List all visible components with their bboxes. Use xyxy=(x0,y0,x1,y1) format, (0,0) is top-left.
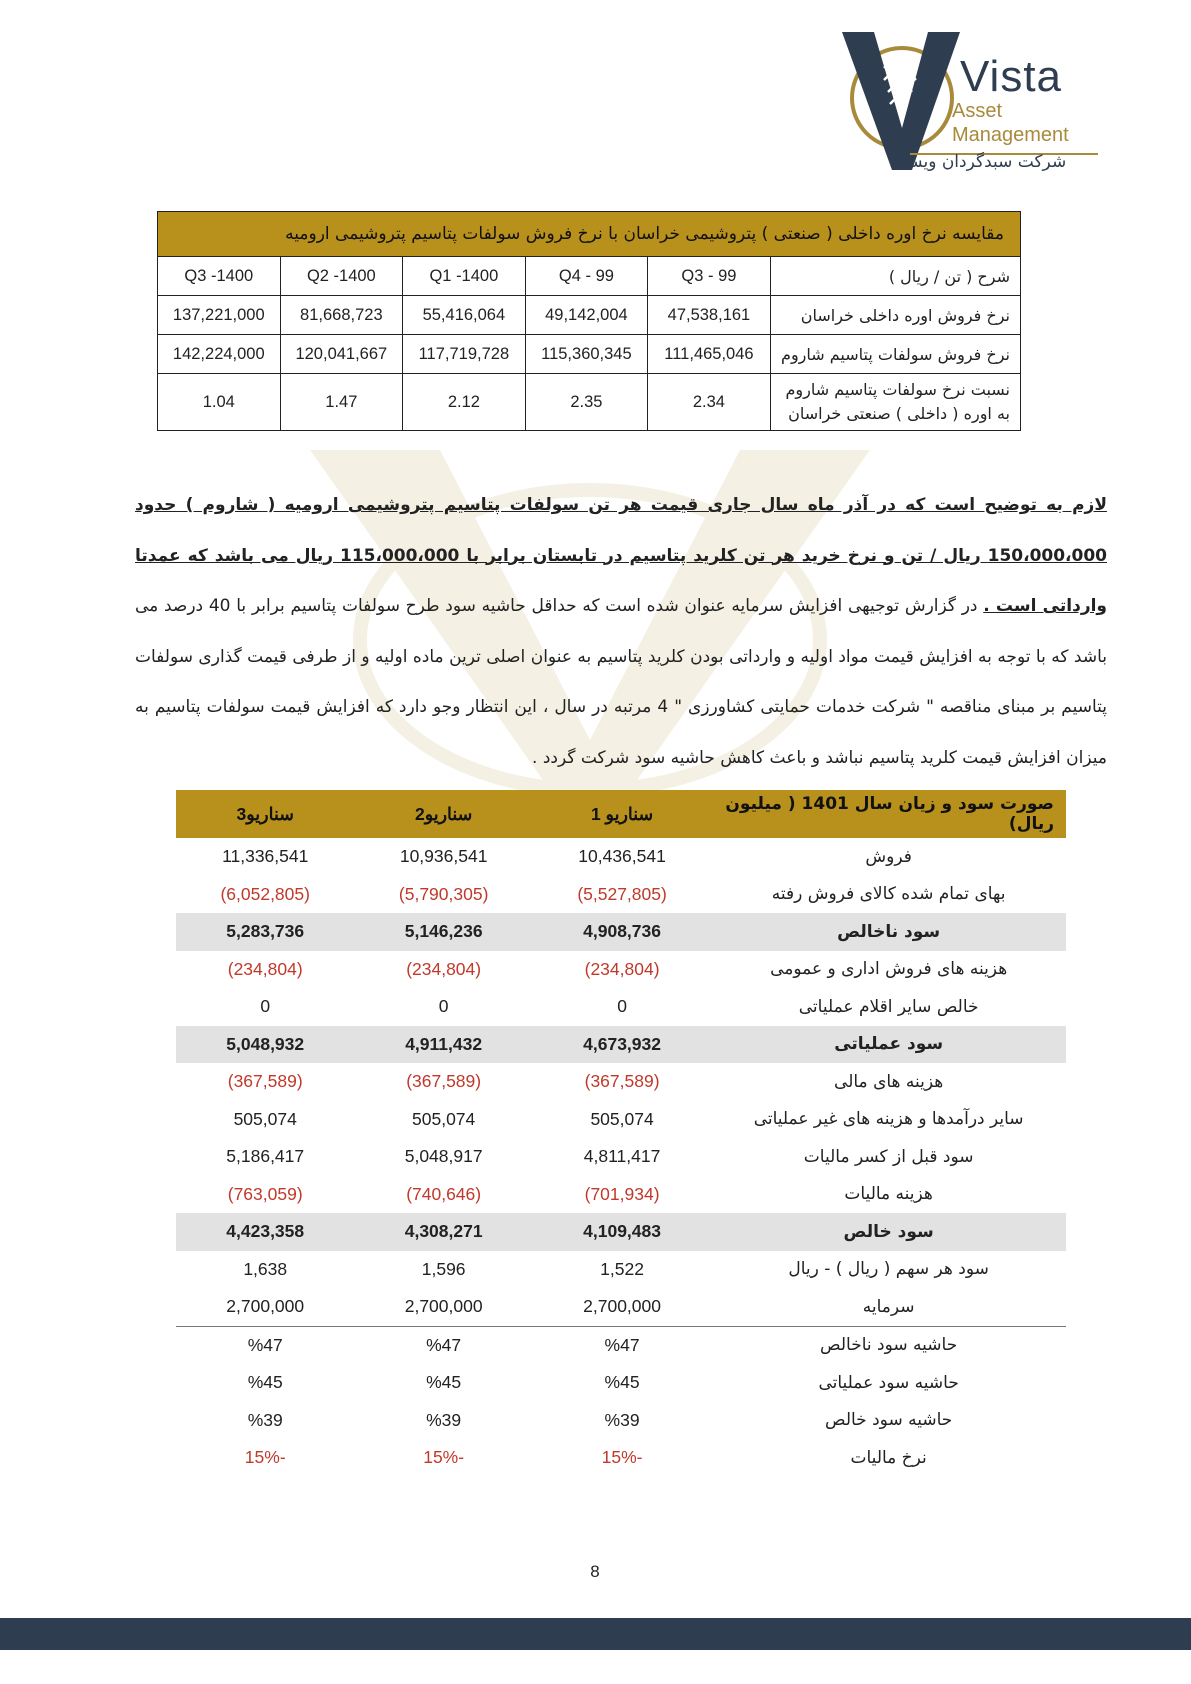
table-row xyxy=(176,1138,1066,1176)
row-value: 55,416,064 xyxy=(403,296,526,335)
row-value-s3: -15% xyxy=(244,1447,286,1468)
row-value: 2.35 xyxy=(525,374,648,431)
explanation-paragraph xyxy=(135,480,1107,783)
row-label: حاشیه سود خالص xyxy=(825,1410,953,1431)
header-period: Q4 - 99 xyxy=(525,257,648,296)
table-row xyxy=(176,1364,1066,1402)
row-value-s2: %47 xyxy=(354,1326,532,1364)
paragraph-bold-text: لازم به توضیح است که در آذر ماه سال جاری قیمت هر تن سولفات پتاسیم پتروشیمی ارومیه ( شاروم ) حدود 150،000،000 ریال / تن و نرخ خرید هر تن کلرید پتاسیم در تابستان برابر با 115،000،000 ریال می باشد که عمدتا وارداتی است . xyxy=(135,495,1107,616)
table-row xyxy=(176,988,1066,1026)
header-period: Q3 - 99 xyxy=(648,257,771,296)
comparison-table-header xyxy=(158,257,1021,296)
row-value-s2: 10,936,541 xyxy=(399,846,488,867)
row-value-s1: %47 xyxy=(533,1326,711,1364)
row-label: هزینه مالیات xyxy=(844,1184,933,1205)
row-label: خالص سایر اقلام عملیاتی xyxy=(798,996,979,1017)
row-label: سود عملیاتی xyxy=(711,1026,1066,1064)
row-value-s2: 1,596 xyxy=(421,1258,466,1279)
row-value-s1: 1,522 xyxy=(600,1258,644,1279)
table-row xyxy=(176,1439,1066,1477)
row-value-s1: (5,527,805) xyxy=(577,883,667,904)
income-statement-table xyxy=(176,790,1066,1477)
row-value-s3: (234,804) xyxy=(227,958,303,979)
header-scenario-2: سناریو2 xyxy=(354,790,532,838)
table-row xyxy=(176,838,1066,876)
row-value: 2.34 xyxy=(648,374,771,431)
table-row xyxy=(176,1326,1066,1364)
row-label: هزینه های فروش اداری و عمومی xyxy=(770,959,1008,980)
row-value-s3: 5,186,417 xyxy=(226,1146,305,1167)
row-value-s2: 2,700,000 xyxy=(404,1296,483,1317)
row-label: هزینه های مالی xyxy=(834,1071,944,1092)
table-row xyxy=(176,1063,1066,1101)
table-row xyxy=(176,913,1066,951)
page-number: 8 xyxy=(590,1562,600,1581)
row-value-s1: 10,436,541 xyxy=(578,846,666,867)
row-value-s2: %45 xyxy=(426,1372,462,1393)
row-value-s3: 5,283,736 xyxy=(176,913,354,951)
row-value-s1: 4,673,932 xyxy=(533,1026,711,1064)
row-value: 111,465,046 xyxy=(648,335,771,374)
table-row xyxy=(176,1251,1066,1289)
table-row xyxy=(176,1213,1066,1251)
row-value: 117,719,728 xyxy=(403,335,526,374)
row-value: 142,224,000 xyxy=(158,335,281,374)
header-scenario-1: سناریو 1 xyxy=(533,790,711,838)
table-row xyxy=(176,1176,1066,1214)
income-statement-header xyxy=(176,790,1066,838)
row-value: 1.04 xyxy=(158,374,281,431)
row-label: سود خالص xyxy=(711,1213,1066,1251)
row-label: سود ناخالص xyxy=(711,913,1066,951)
row-value: 2.12 xyxy=(403,374,526,431)
row-desc: نرخ فروش سولفات پتاسیم شاروم xyxy=(770,335,1020,374)
row-value: 115,360,345 xyxy=(525,335,648,374)
row-value-s1: 4,811,417 xyxy=(583,1146,661,1167)
row-value-s2: 5,048,917 xyxy=(404,1146,483,1167)
table-row xyxy=(176,1101,1066,1139)
row-value-s2: (367,589) xyxy=(406,1071,482,1092)
row-value-s2: %39 xyxy=(426,1409,462,1430)
row-value-s2: 4,911,432 xyxy=(354,1026,532,1064)
row-label: سایر درآمدها و هزینه های غیر عملیاتی xyxy=(753,1109,1024,1130)
row-value-s3: (6,052,805) xyxy=(220,883,310,904)
row-value: 120,041,667 xyxy=(280,335,403,374)
row-value-s3: 5,048,932 xyxy=(176,1026,354,1064)
header-period: Q2 -1400 xyxy=(280,257,403,296)
row-value-s1: 4,908,736 xyxy=(533,913,711,951)
table-row xyxy=(158,374,1021,431)
row-value-s2: (740,646) xyxy=(406,1183,482,1204)
row-value-s1: 2,700,000 xyxy=(583,1296,661,1317)
comparison-table-title: مقایسه نرخ اوره داخلی ( صنعتی ) پتروشیمی خراسان با نرخ فروش سولفات پتاسیم پتروشیمی ارومیه xyxy=(158,212,1021,257)
row-desc: نرخ فروش اوره داخلی خراسان xyxy=(770,296,1020,335)
row-desc-line2: به اوره ( داخلی ) صنعتی خراسان xyxy=(788,404,1010,423)
row-value-s1: %45 xyxy=(604,1372,640,1393)
row-label: نرخ مالیات xyxy=(850,1447,927,1468)
row-value-s2: 4,308,271 xyxy=(354,1213,532,1251)
row-value-s1: (367,589) xyxy=(584,1071,660,1092)
comparison-table xyxy=(157,211,1021,431)
table-row xyxy=(158,335,1021,374)
row-desc-line1: نسبت نرخ سولفات پتاسیم شاروم xyxy=(785,380,1010,399)
row-label: سود قبل از کسر مالیات xyxy=(803,1146,974,1167)
row-label: فروش xyxy=(865,846,912,867)
row-value-s2: 505,074 xyxy=(412,1108,476,1129)
row-label: حاشیه سود عملیاتی xyxy=(818,1372,959,1393)
row-value-s3: 505,074 xyxy=(233,1108,297,1129)
row-label: سود هر سهم ( ریال ) - ریال xyxy=(788,1259,989,1280)
header-desc: شرح ( تن / ریال ) xyxy=(770,257,1020,296)
row-value: 47,538,161 xyxy=(648,296,771,335)
row-value-s3: %45 xyxy=(247,1372,283,1393)
table-row xyxy=(176,1288,1066,1326)
row-value-s1: %39 xyxy=(604,1409,640,1430)
row-value-s2: (234,804) xyxy=(406,958,482,979)
header-period: Q3 -1400 xyxy=(158,257,281,296)
paragraph-normal-text: در گزارش توجیهی افزایش سرمایه عنوان شده است که حداقل حاشیه سود طرح سولفات پتاسیم برابر با 40 درصد می باشد که با توجه به افزایش قیمت مواد اولیه و وارداتی بودن کلرید پتاسیم به عنوان اصلی ترین ماده اولیه و از طرفی قیمت گذاری سولفات پتاسیم بر مبنای مناقصه " شرکت خدمات حمایتی کشاورزی " 4 مرتبه در سال ، این انتظار وجو دارد که افزایش قیمت سولفات پتاسیم به میزان افزایش قیمت کلرید پتاسیم نباشد و باعث کاهش حاشیه سود شرکت گردد . xyxy=(135,596,1108,768)
row-value-s1: 505,074 xyxy=(590,1108,654,1129)
row-value: 49,142,004 xyxy=(525,296,648,335)
row-value-s3: (763,059) xyxy=(227,1183,303,1204)
row-value-s3: 0 xyxy=(260,996,271,1017)
table-row xyxy=(176,951,1066,989)
row-label: بهای تمام شده کالای فروش رفته xyxy=(771,884,1006,905)
row-value: 1.47 xyxy=(280,374,403,431)
row-value-s3: %47 xyxy=(176,1326,354,1364)
row-value: 81,668,723 xyxy=(280,296,403,335)
row-value-s1: -15% xyxy=(601,1447,643,1468)
row-label: حاشیه سود ناخالص xyxy=(711,1326,1066,1364)
row-value-s2: 5,146,236 xyxy=(354,913,532,951)
row-value-s1: (701,934) xyxy=(584,1183,660,1204)
row-value-s2: 0 xyxy=(438,996,449,1017)
row-value-s2: (5,790,305) xyxy=(398,883,489,904)
logo-management-text: Management xyxy=(952,124,1069,146)
logo-brand-text: Vista xyxy=(960,52,1063,101)
row-value: 137,221,000 xyxy=(158,296,281,335)
table-row xyxy=(176,1026,1066,1064)
logo-asset-text: Asset xyxy=(952,100,1003,122)
table-row xyxy=(176,876,1066,914)
header-scenario-3: سناریو3 xyxy=(176,790,354,838)
row-value-s2: -15% xyxy=(423,1447,465,1468)
header-period: Q1 -1400 xyxy=(403,257,526,296)
row-value-s3: 1,638 xyxy=(243,1258,288,1279)
row-value-s3: %39 xyxy=(247,1409,283,1430)
footer-bar xyxy=(0,1618,1191,1650)
row-value-s1: (234,804) xyxy=(584,958,660,979)
row-label: سرمایه xyxy=(862,1296,915,1317)
header-title: صورت سود و زیان سال 1401 ( میلیون ریال) xyxy=(711,790,1066,838)
row-desc xyxy=(770,374,1020,431)
table-row xyxy=(176,1402,1066,1440)
row-value-s1: 4,109,483 xyxy=(533,1213,711,1251)
row-value-s3: 11,336,541 xyxy=(222,846,309,867)
row-value-s3: (367,589) xyxy=(227,1071,303,1092)
logo-persian-text: شرکت سبدگردان ویستا xyxy=(898,152,1067,172)
table-row xyxy=(158,296,1021,335)
row-value-s1: 0 xyxy=(617,996,627,1017)
row-value-s3: 2,700,000 xyxy=(226,1296,305,1317)
row-value-s3: 4,423,358 xyxy=(176,1213,354,1251)
